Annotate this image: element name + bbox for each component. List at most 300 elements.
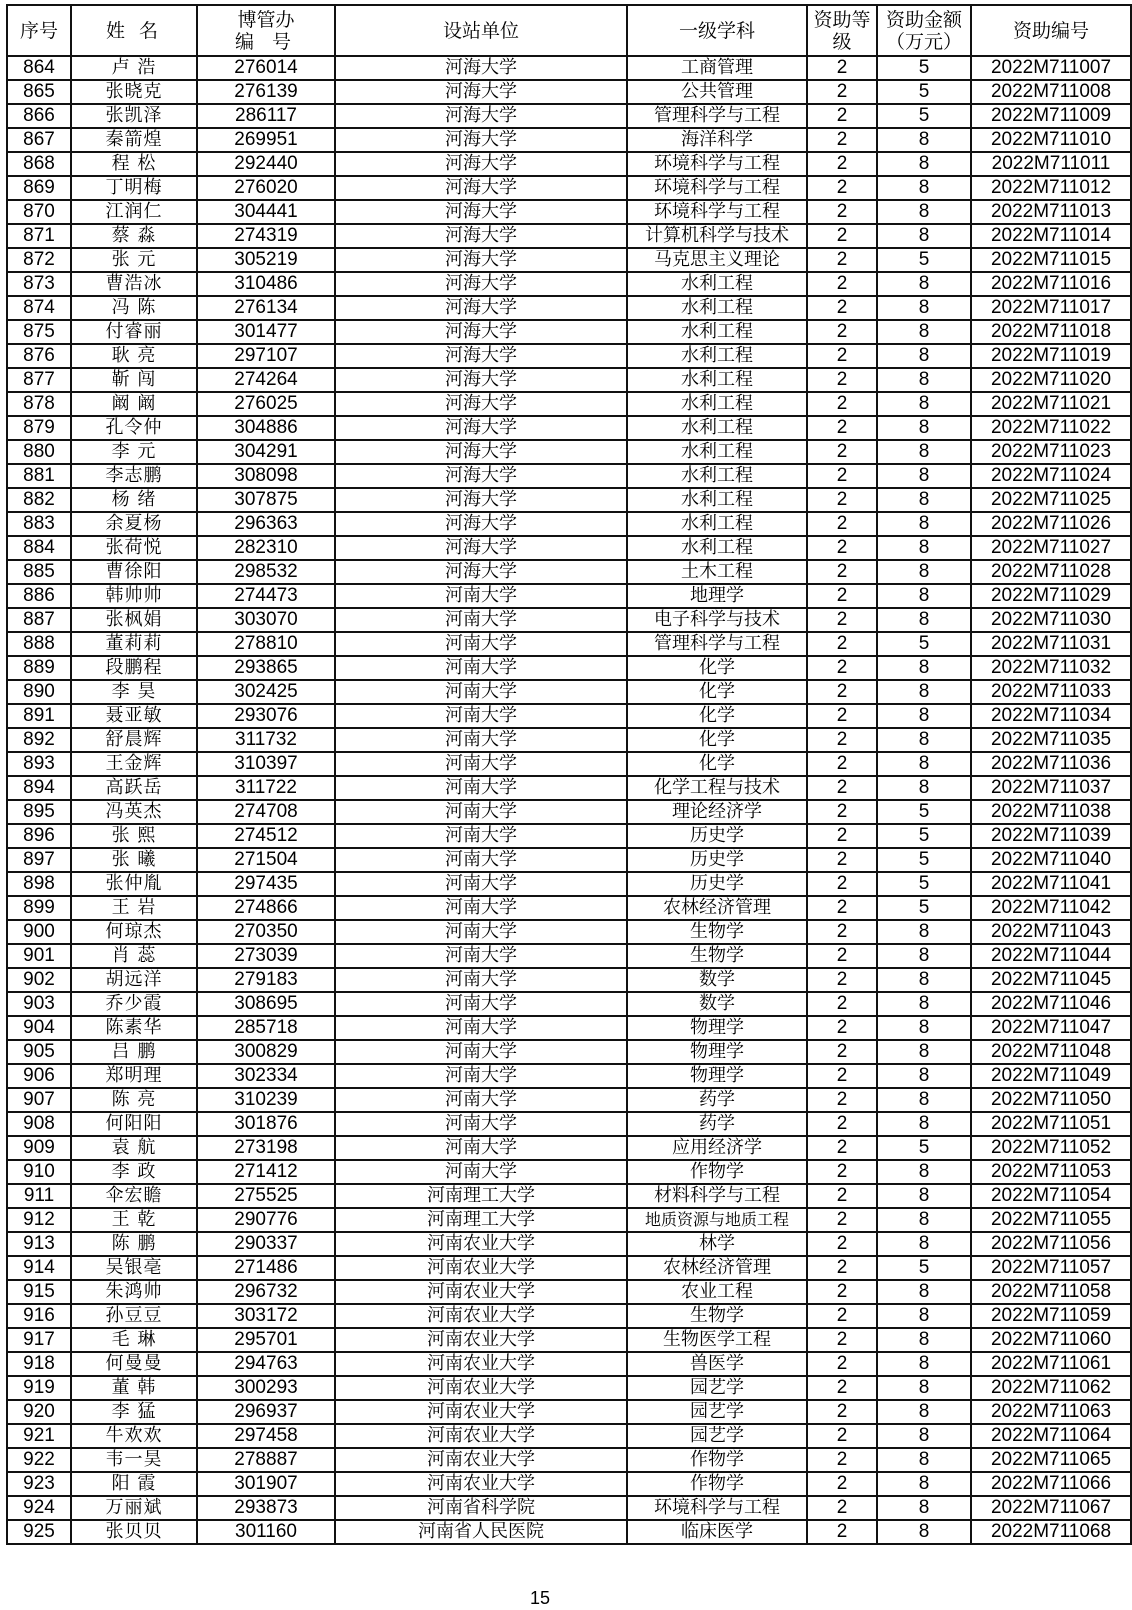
cell-seq: 880: [7, 440, 71, 464]
cell-code: 2022M711065: [971, 1448, 1131, 1472]
cell-level: 2: [807, 416, 877, 440]
cell-office-id: 304886: [197, 416, 335, 440]
cell-amount: 8: [877, 656, 971, 680]
cell-amount: 5: [877, 800, 971, 824]
cell-amount: 8: [877, 152, 971, 176]
cell-amount: 8: [877, 1016, 971, 1040]
cell-discipline: 作物学: [627, 1160, 807, 1184]
table-row: [7, 176, 1131, 200]
cell-unit: 河南理工大学: [335, 1208, 627, 1232]
table-row: [7, 992, 1131, 1016]
cell-office-id: 290337: [197, 1232, 335, 1256]
cell-amount: 8: [877, 1184, 971, 1208]
cell-code: 2022M711057: [971, 1256, 1131, 1280]
header-amount-line1: 资助金额: [885, 8, 962, 31]
cell-discipline: 园艺学: [627, 1424, 807, 1448]
cell-office-id: 276025: [197, 392, 335, 416]
cell-office-id: 300829: [197, 1040, 335, 1064]
cell-amount: 8: [877, 296, 971, 320]
cell-seq: 877: [7, 368, 71, 392]
cell-level: 2: [807, 200, 877, 224]
cell-name: 王 岩: [71, 896, 197, 920]
cell-office-id: 271486: [197, 1256, 335, 1280]
cell-discipline: 历史学: [627, 848, 807, 872]
cell-office-id: 274512: [197, 824, 335, 848]
cell-unit: 河海大学: [335, 56, 627, 80]
cell-office-id: 304441: [197, 200, 335, 224]
cell-discipline: 数学: [627, 968, 807, 992]
cell-amount: 8: [877, 1304, 971, 1328]
cell-discipline: 环境科学与工程: [627, 1496, 807, 1520]
cell-amount: 8: [877, 560, 971, 584]
cell-seq: 887: [7, 608, 71, 632]
table-row: [7, 1208, 1131, 1232]
cell-office-id: 271504: [197, 848, 335, 872]
cell-seq: 910: [7, 1160, 71, 1184]
cell-seq: 865: [7, 80, 71, 104]
table-row: [7, 416, 1131, 440]
cell-code: 2022M711054: [971, 1184, 1131, 1208]
cell-name: 郑明理: [71, 1064, 197, 1088]
cell-amount: 8: [877, 392, 971, 416]
cell-name: 董莉莉: [71, 632, 197, 656]
cell-seq: 921: [7, 1424, 71, 1448]
cell-level: 2: [807, 464, 877, 488]
cell-level: 2: [807, 1136, 877, 1160]
cell-seq: 904: [7, 1016, 71, 1040]
table-row: [7, 1016, 1131, 1040]
cell-seq: 878: [7, 392, 71, 416]
cell-amount: 8: [877, 992, 971, 1016]
cell-office-id: 302425: [197, 680, 335, 704]
cell-discipline: 海洋科学: [627, 128, 807, 152]
cell-level: 2: [807, 896, 877, 920]
cell-level: 2: [807, 848, 877, 872]
cell-office-id: 293076: [197, 704, 335, 728]
cell-discipline: 历史学: [627, 824, 807, 848]
cell-unit: 河海大学: [335, 368, 627, 392]
cell-discipline: 物理学: [627, 1016, 807, 1040]
cell-code: 2022M711034: [971, 704, 1131, 728]
cell-amount: 8: [877, 344, 971, 368]
cell-level: 2: [807, 1376, 877, 1400]
cell-amount: 8: [877, 1352, 971, 1376]
cell-unit: 河南理工大学: [335, 1184, 627, 1208]
table-row: [7, 368, 1131, 392]
cell-level: 2: [807, 776, 877, 800]
cell-level: 2: [807, 872, 877, 896]
cell-seq: 909: [7, 1136, 71, 1160]
cell-code: 2022M711038: [971, 800, 1131, 824]
cell-unit: 河海大学: [335, 200, 627, 224]
cell-code: 2022M711037: [971, 776, 1131, 800]
cell-discipline: 水利工程: [627, 440, 807, 464]
table-row: [7, 344, 1131, 368]
cell-level: 2: [807, 632, 877, 656]
table-row: [7, 1352, 1131, 1376]
cell-discipline: 临床医学: [627, 1520, 807, 1544]
cell-amount: 8: [877, 1448, 971, 1472]
header-office-id: [197, 5, 335, 56]
cell-name: 高跃岳: [71, 776, 197, 800]
cell-level: 2: [807, 560, 877, 584]
page-number: 15: [529, 1588, 551, 1608]
cell-unit: 河海大学: [335, 488, 627, 512]
cell-level: 2: [807, 440, 877, 464]
cell-office-id: 285718: [197, 1016, 335, 1040]
cell-discipline: 化学工程与技术: [627, 776, 807, 800]
cell-amount: 8: [877, 416, 971, 440]
cell-unit: 河南大学: [335, 848, 627, 872]
cell-discipline: 物理学: [627, 1040, 807, 1064]
cell-office-id: 271412: [197, 1160, 335, 1184]
cell-unit: 河南大学: [335, 1040, 627, 1064]
table-row: [7, 608, 1131, 632]
cell-level: 2: [807, 1232, 877, 1256]
cell-seq: 876: [7, 344, 71, 368]
cell-code: 2022M711023: [971, 440, 1131, 464]
cell-name: 吕 鹏: [71, 1040, 197, 1064]
cell-amount: 8: [877, 1328, 971, 1352]
cell-amount: 8: [877, 368, 971, 392]
cell-unit: 河海大学: [335, 560, 627, 584]
cell-discipline: 公共管理: [627, 80, 807, 104]
cell-unit: 河南大学: [335, 1160, 627, 1184]
cell-unit: 河海大学: [335, 296, 627, 320]
cell-discipline: 园艺学: [627, 1376, 807, 1400]
cell-office-id: 274264: [197, 368, 335, 392]
cell-office-id: 297107: [197, 344, 335, 368]
cell-code: 2022M711056: [971, 1232, 1131, 1256]
cell-unit: 河南大学: [335, 1064, 627, 1088]
cell-code: 2022M711044: [971, 944, 1131, 968]
cell-name: 付睿丽: [71, 320, 197, 344]
cell-office-id: 274319: [197, 224, 335, 248]
cell-unit: 河南大学: [335, 944, 627, 968]
table-row: [7, 1112, 1131, 1136]
cell-level: 2: [807, 680, 877, 704]
table-row: [7, 800, 1131, 824]
cell-name: 李志鹏: [71, 464, 197, 488]
cell-unit: 河南大学: [335, 920, 627, 944]
table-row: [7, 1280, 1131, 1304]
cell-name: 李 元: [71, 440, 197, 464]
cell-seq: 918: [7, 1352, 71, 1376]
cell-level: 2: [807, 1448, 877, 1472]
table-row: [7, 224, 1131, 248]
cell-seq: 892: [7, 728, 71, 752]
table-row: [7, 440, 1131, 464]
cell-level: 2: [807, 248, 877, 272]
cell-name: 牛欢欢: [71, 1424, 197, 1448]
cell-name: 伞宏瞻: [71, 1184, 197, 1208]
cell-name: 董 韩: [71, 1376, 197, 1400]
cell-amount: 8: [877, 1424, 971, 1448]
cell-seq: 867: [7, 128, 71, 152]
cell-name: 李 昊: [71, 680, 197, 704]
cell-discipline: 环境科学与工程: [627, 200, 807, 224]
cell-seq: 919: [7, 1376, 71, 1400]
table-row: [7, 560, 1131, 584]
cell-level: 2: [807, 1424, 877, 1448]
cell-office-id: 310486: [197, 272, 335, 296]
cell-unit: 河南大学: [335, 872, 627, 896]
cell-unit: 河南农业大学: [335, 1352, 627, 1376]
cell-name: 杨 绪: [71, 488, 197, 512]
cell-seq: 899: [7, 896, 71, 920]
cell-seq: 900: [7, 920, 71, 944]
cell-code: 2022M711018: [971, 320, 1131, 344]
cell-unit: 河南大学: [335, 1016, 627, 1040]
table-row: [7, 56, 1131, 80]
cell-office-id: 270350: [197, 920, 335, 944]
cell-seq: 901: [7, 944, 71, 968]
cell-seq: 886: [7, 584, 71, 608]
cell-office-id: 303070: [197, 608, 335, 632]
cell-seq: 915: [7, 1280, 71, 1304]
cell-discipline: 水利工程: [627, 416, 807, 440]
cell-unit: 河南大学: [335, 824, 627, 848]
cell-code: 2022M711015: [971, 248, 1131, 272]
cell-name: 乔少霞: [71, 992, 197, 1016]
cell-discipline: 化学: [627, 680, 807, 704]
cell-code: 2022M711045: [971, 968, 1131, 992]
cell-unit: 河南农业大学: [335, 1280, 627, 1304]
cell-amount: 5: [877, 872, 971, 896]
cell-code: 2022M711059: [971, 1304, 1131, 1328]
table-row: [7, 944, 1131, 968]
cell-discipline: 生物医学工程: [627, 1328, 807, 1352]
cell-code: 2022M711053: [971, 1160, 1131, 1184]
cell-name: 张枫娟: [71, 608, 197, 632]
cell-unit: 河海大学: [335, 320, 627, 344]
cell-unit: 河海大学: [335, 536, 627, 560]
cell-seq: 907: [7, 1088, 71, 1112]
cell-office-id: 297458: [197, 1424, 335, 1448]
cell-seq: 883: [7, 512, 71, 536]
cell-discipline: 理论经济学: [627, 800, 807, 824]
cell-seq: 924: [7, 1496, 71, 1520]
cell-amount: 8: [877, 944, 971, 968]
cell-level: 2: [807, 272, 877, 296]
cell-code: 2022M711011: [971, 152, 1131, 176]
cell-unit: 河南农业大学: [335, 1256, 627, 1280]
cell-code: 2022M711014: [971, 224, 1131, 248]
cell-seq: 890: [7, 680, 71, 704]
cell-office-id: 269951: [197, 128, 335, 152]
cell-discipline: 管理科学与工程: [627, 632, 807, 656]
cell-discipline: 马克思主义理论: [627, 248, 807, 272]
cell-discipline: 数学: [627, 992, 807, 1016]
cell-code: 2022M711061: [971, 1352, 1131, 1376]
cell-level: 2: [807, 1160, 877, 1184]
cell-unit: 河海大学: [335, 464, 627, 488]
cell-unit: 河海大学: [335, 416, 627, 440]
table-row: [7, 1424, 1131, 1448]
cell-code: 2022M711029: [971, 584, 1131, 608]
cell-office-id: 294763: [197, 1352, 335, 1376]
cell-unit: 河南大学: [335, 632, 627, 656]
cell-office-id: 298532: [197, 560, 335, 584]
cell-office-id: 303172: [197, 1304, 335, 1328]
cell-office-id: 292440: [197, 152, 335, 176]
cell-unit: 河南大学: [335, 1088, 627, 1112]
cell-seq: 917: [7, 1328, 71, 1352]
cell-name: 丁明梅: [71, 176, 197, 200]
cell-name: 陈素华: [71, 1016, 197, 1040]
cell-level: 2: [807, 152, 877, 176]
cell-amount: 8: [877, 584, 971, 608]
cell-seq: 895: [7, 800, 71, 824]
cell-office-id: 293865: [197, 656, 335, 680]
cell-seq: 869: [7, 176, 71, 200]
table-row: [7, 632, 1131, 656]
cell-discipline: 工商管理: [627, 56, 807, 80]
cell-seq: 871: [7, 224, 71, 248]
cell-code: 2022M711050: [971, 1088, 1131, 1112]
cell-name: 孙豆豆: [71, 1304, 197, 1328]
cell-level: 2: [807, 1400, 877, 1424]
cell-name: 张仲胤: [71, 872, 197, 896]
table-row: [7, 512, 1131, 536]
cell-code: 2022M711019: [971, 344, 1131, 368]
cell-amount: 5: [877, 896, 971, 920]
table-row: [7, 1400, 1131, 1424]
cell-amount: 8: [877, 272, 971, 296]
cell-seq: 893: [7, 752, 71, 776]
cell-office-id: 276020: [197, 176, 335, 200]
cell-amount: 8: [877, 320, 971, 344]
cell-code: 2022M711051: [971, 1112, 1131, 1136]
header-office-id-line1: 博管办: [237, 8, 295, 31]
table-row: [7, 80, 1131, 104]
cell-name: 阳 霞: [71, 1472, 197, 1496]
cell-name: 万丽斌: [71, 1496, 197, 1520]
cell-name: 孔令仲: [71, 416, 197, 440]
cell-seq: 902: [7, 968, 71, 992]
cell-name: 吴银亳: [71, 1256, 197, 1280]
cell-seq: 905: [7, 1040, 71, 1064]
table-row: [7, 896, 1131, 920]
cell-unit: 河海大学: [335, 392, 627, 416]
cell-discipline: 水利工程: [627, 368, 807, 392]
cell-office-id: 274866: [197, 896, 335, 920]
cell-code: 2022M711035: [971, 728, 1131, 752]
cell-code: 2022M711021: [971, 392, 1131, 416]
header-office-id-line2: 编 号: [234, 30, 298, 53]
table-row: [7, 536, 1131, 560]
cell-discipline: 水利工程: [627, 344, 807, 368]
table-row: [7, 1328, 1131, 1352]
cell-discipline: 农林经济管理: [627, 896, 807, 920]
cell-code: 2022M711024: [971, 464, 1131, 488]
cell-unit: 河南农业大学: [335, 1232, 627, 1256]
cell-name: 秦箭煌: [71, 128, 197, 152]
cell-code: 2022M711009: [971, 104, 1131, 128]
cell-code: 2022M711055: [971, 1208, 1131, 1232]
cell-seq: 912: [7, 1208, 71, 1232]
table-row: [7, 104, 1131, 128]
cell-seq: 873: [7, 272, 71, 296]
cell-level: 2: [807, 1496, 877, 1520]
cell-amount: 8: [877, 488, 971, 512]
cell-seq: 903: [7, 992, 71, 1016]
cell-amount: 8: [877, 128, 971, 152]
cell-name: 余夏杨: [71, 512, 197, 536]
cell-name: 肖 蕊: [71, 944, 197, 968]
cell-office-id: 308098: [197, 464, 335, 488]
cell-unit: 河南大学: [335, 584, 627, 608]
cell-office-id: 279183: [197, 968, 335, 992]
table-row: [7, 296, 1131, 320]
cell-amount: 8: [877, 200, 971, 224]
cell-unit: 河南农业大学: [335, 1448, 627, 1472]
cell-discipline: 管理科学与工程: [627, 104, 807, 128]
cell-name: 张贝贝: [71, 1520, 197, 1544]
cell-name: 陈 鹏: [71, 1232, 197, 1256]
cell-discipline: 化学: [627, 752, 807, 776]
cell-unit: 河海大学: [335, 272, 627, 296]
cell-level: 2: [807, 752, 877, 776]
cell-name: 何曼曼: [71, 1352, 197, 1376]
cell-seq: 908: [7, 1112, 71, 1136]
cell-unit: 河南大学: [335, 656, 627, 680]
cell-code: 2022M711052: [971, 1136, 1131, 1160]
cell-seq: 879: [7, 416, 71, 440]
cell-unit: 河南农业大学: [335, 1424, 627, 1448]
cell-seq: 866: [7, 104, 71, 128]
cell-amount: 8: [877, 512, 971, 536]
cell-amount: 8: [877, 1064, 971, 1088]
cell-office-id: 311732: [197, 728, 335, 752]
cell-amount: 5: [877, 1256, 971, 1280]
cell-amount: 8: [877, 1040, 971, 1064]
table-row: [7, 680, 1131, 704]
cell-name: 靳 闯: [71, 368, 197, 392]
cell-level: 2: [807, 1208, 877, 1232]
cell-code: 2022M711027: [971, 536, 1131, 560]
cell-seq: 881: [7, 464, 71, 488]
cell-name: 冯英杰: [71, 800, 197, 824]
cell-name: 韩帅帅: [71, 584, 197, 608]
cell-office-id: 310397: [197, 752, 335, 776]
cell-discipline: 计算机科学与技术: [627, 224, 807, 248]
cell-name: 蔡 淼: [71, 224, 197, 248]
table-row: [7, 200, 1131, 224]
cell-name: 朱鸿帅: [71, 1280, 197, 1304]
cell-name: 何阳阳: [71, 1112, 197, 1136]
cell-amount: 8: [877, 608, 971, 632]
cell-level: 2: [807, 608, 877, 632]
cell-discipline: 水利工程: [627, 488, 807, 512]
cell-amount: 8: [877, 1112, 971, 1136]
header-level-line1: 资助等: [813, 8, 871, 31]
cell-office-id: 296937: [197, 1400, 335, 1424]
cell-unit: 河南大学: [335, 608, 627, 632]
table-row: [7, 1376, 1131, 1400]
table-row: [7, 320, 1131, 344]
cell-discipline: 化学: [627, 728, 807, 752]
cell-amount: 5: [877, 1136, 971, 1160]
cell-level: 2: [807, 392, 877, 416]
cell-name: 曹浩冰: [71, 272, 197, 296]
table-body: [7, 56, 1131, 1544]
cell-office-id: 301907: [197, 1472, 335, 1496]
cell-seq: 894: [7, 776, 71, 800]
cell-office-id: 311722: [197, 776, 335, 800]
cell-name: 何琼杰: [71, 920, 197, 944]
cell-code: 2022M711022: [971, 416, 1131, 440]
